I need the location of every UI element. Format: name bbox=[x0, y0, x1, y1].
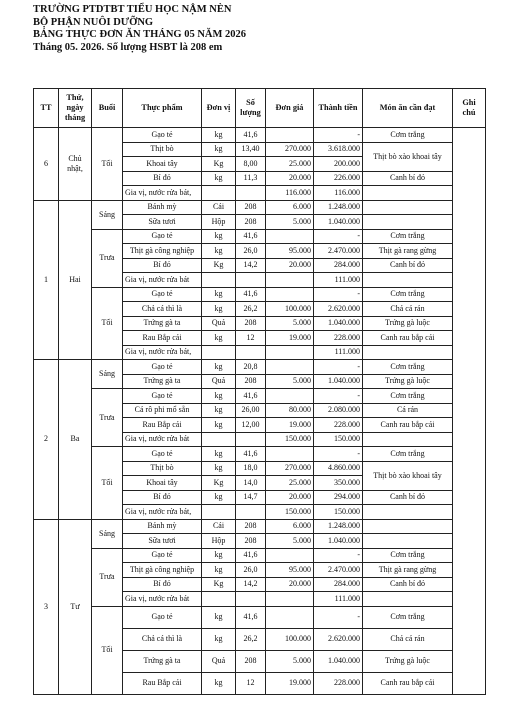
dish-cell: Thịt bò xào khoai tây bbox=[363, 461, 453, 490]
total-cell: 111.000 bbox=[314, 273, 363, 288]
col-header-dish: Món ăn cần đạt bbox=[363, 89, 453, 128]
unit-price-cell bbox=[266, 447, 314, 462]
total-cell: 294.000 bbox=[314, 490, 363, 505]
unit-price-cell: 6.000 bbox=[266, 519, 314, 534]
food-item-cell: Rau Bắp cải bbox=[123, 418, 202, 433]
unit-price-cell: 25.000 bbox=[266, 157, 314, 172]
school-name: TRƯỜNG PTDTBT TIỂU HỌC NẬM NÈN bbox=[33, 4, 232, 15]
quantity-cell bbox=[236, 505, 266, 520]
col-header-unit-price: Đơn giá bbox=[266, 89, 314, 128]
table-row bbox=[34, 447, 486, 462]
quantity-cell: 41,6 bbox=[236, 287, 266, 302]
food-item-cell: Rau Bắp cải bbox=[123, 331, 202, 346]
total-cell: 150.000 bbox=[314, 432, 363, 447]
food-item-cell: Trứng gà ta bbox=[123, 316, 202, 331]
unit-price-cell bbox=[266, 345, 314, 360]
unit-cell: kg bbox=[202, 606, 236, 628]
total-cell: 284.000 bbox=[314, 577, 363, 592]
unit-price-cell: 95.000 bbox=[266, 244, 314, 259]
table-row bbox=[34, 360, 486, 375]
total-cell: 150.000 bbox=[314, 505, 363, 520]
quantity-cell: 208 bbox=[236, 374, 266, 389]
unit-cell: kg bbox=[202, 403, 236, 418]
total-cell: 284.000 bbox=[314, 258, 363, 273]
dish-cell: Canh rau bắp cải bbox=[363, 418, 453, 433]
quantity-cell: 208 bbox=[236, 650, 266, 672]
unit-cell: kg bbox=[202, 244, 236, 259]
unit-cell: Kg bbox=[202, 577, 236, 592]
quantity-cell: 8,00 bbox=[236, 157, 266, 172]
unit-cell bbox=[202, 505, 236, 520]
unit-price-cell: 19.000 bbox=[266, 418, 314, 433]
dish-cell: Thịt gà rang gừng bbox=[363, 563, 453, 578]
unit-price-cell bbox=[266, 287, 314, 302]
unit-cell: Quả bbox=[202, 374, 236, 389]
food-item-cell: Khoai tây bbox=[123, 157, 202, 172]
quantity-cell: 208 bbox=[236, 215, 266, 230]
quantity-cell: 41,6 bbox=[236, 128, 266, 143]
quantity-cell bbox=[236, 186, 266, 201]
food-item-cell: Rau Bắp cải bbox=[123, 672, 202, 694]
table-row bbox=[34, 606, 486, 628]
session-cell: Tối bbox=[92, 128, 123, 201]
unit-price-cell bbox=[266, 389, 314, 404]
unit-price-cell: 25.000 bbox=[266, 476, 314, 491]
unit-price-cell: 5.000 bbox=[266, 534, 314, 549]
food-item-cell: Gạo tẻ bbox=[123, 287, 202, 302]
total-cell: 116.000 bbox=[314, 186, 363, 201]
quantity-cell: 41,6 bbox=[236, 606, 266, 628]
quantity-cell: 41,6 bbox=[236, 548, 266, 563]
food-item-cell: Chả cá thì là bbox=[123, 628, 202, 650]
quantity-cell: 26,2 bbox=[236, 302, 266, 317]
unit-price-cell: 5.000 bbox=[266, 215, 314, 230]
row-number: 3 bbox=[34, 519, 59, 694]
total-cell: 111.000 bbox=[314, 592, 363, 607]
unit-cell: kg bbox=[202, 563, 236, 578]
total-cell: 1.040.000 bbox=[314, 534, 363, 549]
total-cell: 1.040.000 bbox=[314, 215, 363, 230]
total-cell: 2.620.000 bbox=[314, 302, 363, 317]
dish-cell bbox=[363, 432, 453, 447]
unit-cell bbox=[202, 345, 236, 360]
table-row bbox=[34, 200, 486, 215]
unit-price-cell: 5.000 bbox=[266, 374, 314, 389]
unit-cell: kg bbox=[202, 418, 236, 433]
food-item-cell: Gạo tẻ bbox=[123, 447, 202, 462]
quantity-cell: 41,6 bbox=[236, 389, 266, 404]
quantity-cell: 20,8 bbox=[236, 360, 266, 375]
food-item-cell: Bánh mỳ bbox=[123, 519, 202, 534]
document-header bbox=[33, 4, 246, 54]
food-item-cell: Thịt bò bbox=[123, 461, 202, 476]
dish-cell: Cơm trắng bbox=[363, 548, 453, 563]
unit-cell: Kg bbox=[202, 476, 236, 491]
row-number: 2 bbox=[34, 360, 59, 520]
dish-cell: Canh rau bắp cải bbox=[363, 331, 453, 346]
menu-table bbox=[33, 88, 486, 695]
food-item-cell: Gạo tẻ bbox=[123, 229, 202, 244]
food-item-cell: Cá rô phi mổ sẵn bbox=[123, 403, 202, 418]
quantity-cell: 26,2 bbox=[236, 628, 266, 650]
food-item-cell: Gia vị, nước rửa bát bbox=[123, 432, 202, 447]
unit-cell: Quả bbox=[202, 650, 236, 672]
dish-cell bbox=[363, 519, 453, 534]
dish-cell: Cơm trắng bbox=[363, 287, 453, 302]
dish-cell bbox=[363, 345, 453, 360]
dish-cell: Cơm trắng bbox=[363, 128, 453, 143]
total-cell: 2.470.000 bbox=[314, 244, 363, 259]
session-cell: Sáng bbox=[92, 200, 123, 229]
unit-cell: kg bbox=[202, 302, 236, 317]
total-cell: 2.470.000 bbox=[314, 563, 363, 578]
quantity-cell: 14,0 bbox=[236, 476, 266, 491]
dish-cell: Thịt gà rang gừng bbox=[363, 244, 453, 259]
document-title: BẢNG THỰC ĐƠN ĂN THÁNG 05 NĂM 2026 bbox=[33, 29, 247, 40]
food-item-cell: Thịt bò bbox=[123, 142, 202, 157]
unit-price-cell bbox=[266, 229, 314, 244]
quantity-cell bbox=[236, 345, 266, 360]
total-cell: 2.080.000 bbox=[314, 403, 363, 418]
unit-price-cell: 19.000 bbox=[266, 672, 314, 694]
total-cell: 1.248.000 bbox=[314, 519, 363, 534]
food-item-cell: Gạo tẻ bbox=[123, 128, 202, 143]
unit-price-cell bbox=[266, 606, 314, 628]
col-header-tt: TT bbox=[34, 89, 59, 128]
quantity-cell: 11,3 bbox=[236, 171, 266, 186]
col-header-food: Thực phẩm bbox=[123, 89, 202, 128]
total-cell: - bbox=[314, 229, 363, 244]
total-cell: 1.040.000 bbox=[314, 374, 363, 389]
unit-cell: kg bbox=[202, 171, 236, 186]
total-cell: - bbox=[314, 548, 363, 563]
dish-cell: Thịt bò xào khoai tây bbox=[363, 142, 453, 171]
unit-price-cell: 19.000 bbox=[266, 331, 314, 346]
total-cell: 1.248.000 bbox=[314, 200, 363, 215]
quantity-cell bbox=[236, 273, 266, 288]
quantity-cell: 208 bbox=[236, 534, 266, 549]
unit-price-cell bbox=[266, 592, 314, 607]
quantity-cell: 41,6 bbox=[236, 447, 266, 462]
food-item-cell: Thịt gà công nghiệp bbox=[123, 244, 202, 259]
unit-price-cell bbox=[266, 128, 314, 143]
unit-cell: kg bbox=[202, 360, 236, 375]
quantity-cell: 13,40 bbox=[236, 142, 266, 157]
food-item-cell: Bí đỏ bbox=[123, 577, 202, 592]
quantity-cell: 18,0 bbox=[236, 461, 266, 476]
unit-cell: kg bbox=[202, 548, 236, 563]
food-item-cell: Bí đỏ bbox=[123, 490, 202, 505]
unit-price-cell: 270.000 bbox=[266, 142, 314, 157]
dish-cell: Chả cá rán bbox=[363, 628, 453, 650]
quantity-cell: 26,00 bbox=[236, 403, 266, 418]
unit-cell bbox=[202, 432, 236, 447]
unit-price-cell: 150.000 bbox=[266, 505, 314, 520]
row-number: 1 bbox=[34, 200, 59, 360]
total-cell: 3.618.000 bbox=[314, 142, 363, 157]
dish-cell: Cơm trắng bbox=[363, 360, 453, 375]
session-cell: Tối bbox=[92, 606, 123, 694]
total-cell: - bbox=[314, 447, 363, 462]
dish-cell: Cơm trắng bbox=[363, 447, 453, 462]
dish-cell bbox=[363, 592, 453, 607]
dish-cell: Canh bí đỏ bbox=[363, 577, 453, 592]
total-cell: 2.620.000 bbox=[314, 628, 363, 650]
table-row bbox=[34, 548, 486, 563]
table-row bbox=[34, 229, 486, 244]
table-body bbox=[34, 128, 486, 695]
unit-price-cell: 20.000 bbox=[266, 171, 314, 186]
unit-cell: kg bbox=[202, 142, 236, 157]
dish-cell: Canh bí đỏ bbox=[363, 258, 453, 273]
total-cell: 350.000 bbox=[314, 476, 363, 491]
food-item-cell: Trứng gà ta bbox=[123, 650, 202, 672]
total-cell: 111.000 bbox=[314, 345, 363, 360]
quantity-cell: 14,2 bbox=[236, 577, 266, 592]
dish-cell: Cá rán bbox=[363, 403, 453, 418]
total-cell: 228.000 bbox=[314, 418, 363, 433]
unit-cell: Kg bbox=[202, 157, 236, 172]
unit-price-cell bbox=[266, 360, 314, 375]
unit-cell: kg bbox=[202, 672, 236, 694]
unit-price-cell bbox=[266, 273, 314, 288]
session-cell: Tối bbox=[92, 287, 123, 360]
dish-cell: Canh bí đỏ bbox=[363, 490, 453, 505]
total-cell: - bbox=[314, 389, 363, 404]
unit-cell: Kg bbox=[202, 258, 236, 273]
dish-cell: Cơm trắng bbox=[363, 606, 453, 628]
unit-cell: kg bbox=[202, 331, 236, 346]
col-header-session: Buổi bbox=[92, 89, 123, 128]
col-header-quantity: Số lượng bbox=[236, 89, 266, 128]
dish-cell: Cơm trắng bbox=[363, 389, 453, 404]
row-number: 6 bbox=[34, 128, 59, 201]
unit-cell: Quả bbox=[202, 316, 236, 331]
quantity-cell: 12 bbox=[236, 331, 266, 346]
total-cell: 4.860.000 bbox=[314, 461, 363, 476]
unit-price-cell: 6.000 bbox=[266, 200, 314, 215]
food-item-cell: Bí đỏ bbox=[123, 171, 202, 186]
dish-cell bbox=[363, 200, 453, 215]
table-row bbox=[34, 287, 486, 302]
total-cell: - bbox=[314, 360, 363, 375]
dish-cell: Trứng gà luộc bbox=[363, 374, 453, 389]
food-item-cell: Gia vị, nước rửa bát bbox=[123, 592, 202, 607]
unit-price-cell bbox=[266, 548, 314, 563]
table-header-row bbox=[34, 89, 486, 128]
quantity-cell: 14,7 bbox=[236, 490, 266, 505]
dish-cell: Cơm trắng bbox=[363, 229, 453, 244]
total-cell: - bbox=[314, 287, 363, 302]
dish-cell: Trứng gà luộc bbox=[363, 650, 453, 672]
total-cell: - bbox=[314, 128, 363, 143]
col-header-total: Thành tiền bbox=[314, 89, 363, 128]
unit-cell bbox=[202, 186, 236, 201]
session-cell: Sáng bbox=[92, 360, 123, 389]
dish-cell: Chả cá rán bbox=[363, 302, 453, 317]
food-item-cell: Sữa tươi bbox=[123, 215, 202, 230]
unit-cell: kg bbox=[202, 389, 236, 404]
session-cell: Trưa bbox=[92, 229, 123, 287]
unit-cell: kg bbox=[202, 229, 236, 244]
unit-cell: kg bbox=[202, 461, 236, 476]
quantity-cell: 208 bbox=[236, 316, 266, 331]
unit-cell bbox=[202, 273, 236, 288]
session-cell: Trưa bbox=[92, 548, 123, 606]
unit-cell: kg bbox=[202, 628, 236, 650]
unit-cell: Cái bbox=[202, 200, 236, 215]
dish-cell bbox=[363, 186, 453, 201]
food-item-cell: Chả cá thì là bbox=[123, 302, 202, 317]
food-item-cell: Sữa tươi bbox=[123, 534, 202, 549]
food-item-cell: Gạo tẻ bbox=[123, 606, 202, 628]
quantity-cell bbox=[236, 432, 266, 447]
unit-price-cell: 20.000 bbox=[266, 577, 314, 592]
total-cell: 228.000 bbox=[314, 672, 363, 694]
dish-cell bbox=[363, 505, 453, 520]
session-cell: Tối bbox=[92, 447, 123, 520]
day-cell: Tư bbox=[59, 519, 92, 694]
day-cell: Ba bbox=[59, 360, 92, 520]
session-cell: Trưa bbox=[92, 389, 123, 447]
dish-cell: Canh bí đỏ bbox=[363, 171, 453, 186]
total-cell: 228.000 bbox=[314, 331, 363, 346]
quantity-cell: 26,0 bbox=[236, 244, 266, 259]
unit-cell: Cái bbox=[202, 519, 236, 534]
unit-price-cell: 5.000 bbox=[266, 316, 314, 331]
total-cell: 200.000 bbox=[314, 157, 363, 172]
quantity-cell: 12 bbox=[236, 672, 266, 694]
food-item-cell: Gạo tẻ bbox=[123, 360, 202, 375]
department-name: BỘ PHẬN NUÔI DƯỠNG bbox=[33, 16, 154, 28]
food-item-cell: Thịt gà công nghiệp bbox=[123, 563, 202, 578]
dish-cell bbox=[363, 273, 453, 288]
unit-cell: Hộp bbox=[202, 215, 236, 230]
food-item-cell: Gia vị, nước rửa bát, bbox=[123, 345, 202, 360]
total-cell: 1.040.000 bbox=[314, 316, 363, 331]
dish-cell bbox=[363, 215, 453, 230]
dish-cell: Canh rau bắp cải bbox=[363, 672, 453, 694]
unit-price-cell: 95.000 bbox=[266, 563, 314, 578]
unit-cell: kg bbox=[202, 447, 236, 462]
table-row bbox=[34, 519, 486, 534]
food-item-cell: Gạo tẻ bbox=[123, 389, 202, 404]
session-cell: Sáng bbox=[92, 519, 123, 548]
col-header-day: Thứ, ngày tháng bbox=[59, 89, 92, 128]
unit-price-cell: 5.000 bbox=[266, 650, 314, 672]
day-cell: Hai bbox=[59, 200, 92, 360]
food-item-cell: Khoai tây bbox=[123, 476, 202, 491]
total-cell: - bbox=[314, 606, 363, 628]
quantity-cell: 208 bbox=[236, 519, 266, 534]
unit-cell: kg bbox=[202, 490, 236, 505]
unit-cell: Hộp bbox=[202, 534, 236, 549]
food-item-cell: Gạo tẻ bbox=[123, 548, 202, 563]
quantity-cell: 41,6 bbox=[236, 229, 266, 244]
unit-cell: kg bbox=[202, 287, 236, 302]
total-cell: 226.000 bbox=[314, 171, 363, 186]
quantity-cell bbox=[236, 592, 266, 607]
col-header-unit: Đơn vị bbox=[202, 89, 236, 128]
dish-cell bbox=[363, 534, 453, 549]
food-item-cell: Gia vị, nước rửa bát, bbox=[123, 505, 202, 520]
unit-price-cell: 20.000 bbox=[266, 490, 314, 505]
month-and-count: Tháng 05. 2026. Số lượng HSBT là 208 em bbox=[33, 41, 223, 53]
unit-price-cell: 100.000 bbox=[266, 302, 314, 317]
table-row bbox=[34, 389, 486, 404]
quantity-cell: 12,00 bbox=[236, 418, 266, 433]
unit-price-cell: 150.000 bbox=[266, 432, 314, 447]
quantity-cell: 26,0 bbox=[236, 563, 266, 578]
unit-cell: kg bbox=[202, 128, 236, 143]
col-header-note: Ghi chú bbox=[453, 89, 486, 128]
total-cell: 1.040.000 bbox=[314, 650, 363, 672]
note-cell bbox=[453, 128, 486, 695]
food-item-cell: Bí đỏ bbox=[123, 258, 202, 273]
unit-price-cell: 116.000 bbox=[266, 186, 314, 201]
unit-price-cell: 20.000 bbox=[266, 258, 314, 273]
day-cell: Chủ nhật, bbox=[59, 128, 92, 201]
food-item-cell: Trứng gà ta bbox=[123, 374, 202, 389]
table-row bbox=[34, 128, 486, 143]
unit-price-cell: 270.000 bbox=[266, 461, 314, 476]
food-item-cell: Bánh mỳ bbox=[123, 200, 202, 215]
quantity-cell: 208 bbox=[236, 200, 266, 215]
unit-price-cell: 80.000 bbox=[266, 403, 314, 418]
unit-price-cell: 100.000 bbox=[266, 628, 314, 650]
unit-cell bbox=[202, 592, 236, 607]
dish-cell: Trứng gà luộc bbox=[363, 316, 453, 331]
quantity-cell: 14,2 bbox=[236, 258, 266, 273]
food-item-cell: Gia vị, nước rửa bát bbox=[123, 273, 202, 288]
food-item-cell: Gia vị, nước rửa bát, bbox=[123, 186, 202, 201]
